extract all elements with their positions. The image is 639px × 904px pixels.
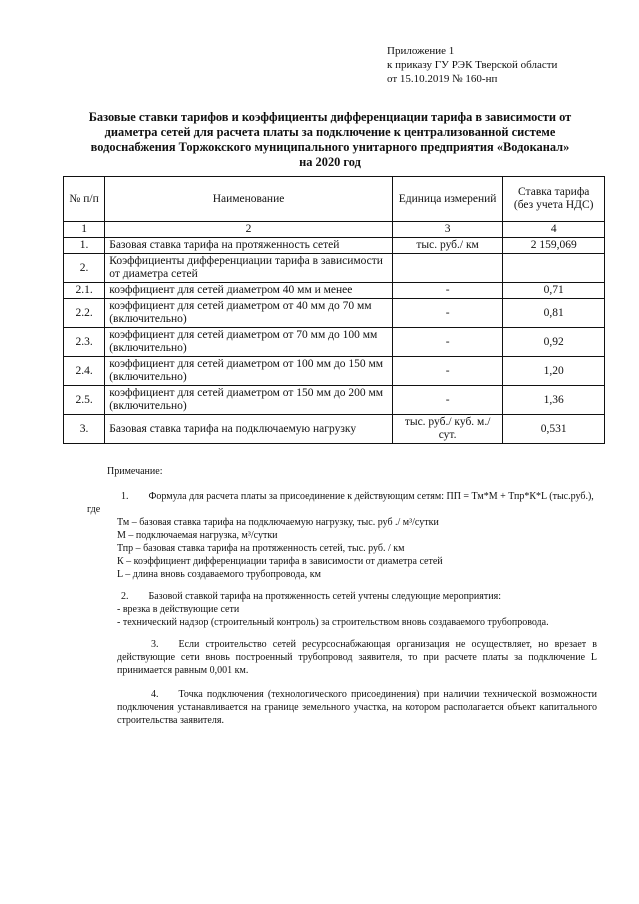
note-text: Если строительство сетей ресурсоснабжающая организация не осуществляет, но врезает в действующие сети вновь построенный трубопровод заявителя, то при расчете платы за подключение L принимается равным 0,001 км. — [117, 639, 597, 676]
table-index-row — [64, 222, 605, 238]
appendix-line: к приказу ГУ РЭК Тверской области — [387, 59, 558, 71]
index-cell: 4 — [503, 222, 605, 238]
row-num: 2.3. — [64, 328, 105, 357]
row-num: 2.4. — [64, 357, 105, 386]
row-unit: тыс. руб./ км — [392, 238, 503, 254]
note-2-text — [87, 590, 597, 603]
row-value: 2 159,069 — [503, 238, 605, 254]
row-value: 1,36 — [503, 386, 605, 415]
tariff-table — [63, 176, 605, 444]
row-num: 3. — [64, 415, 105, 444]
note-def: М – подключаемая нагрузка, м³/сутки — [117, 530, 278, 541]
title-line: диаметра сетей для расчета платы за подключение к централизованной системе — [104, 125, 556, 139]
appendix-line: от 15.10.2019 № 160-нп — [387, 73, 498, 85]
row-num: 2.5. — [64, 386, 105, 415]
row-name: коэффициент для сетей диаметром от 40 мм до 70 мм (включительно) — [105, 299, 393, 328]
header-unit: Единица измерений — [392, 177, 503, 222]
document-title — [70, 110, 590, 170]
note-text: Формула для расчета платы за присоединение к действующим сетям: ПП = Тм*М + Тпр*К*L (тыс.руб.), где — [87, 491, 594, 515]
note-def: Тм – базовая ставка тарифа на подключаемую нагрузку, тыс. руб ./ м³/сутки — [117, 517, 439, 528]
row-unit — [392, 254, 503, 283]
note-item: - технический надзор (строительный контроль) за строительством вновь создаваемого трубопровода. — [117, 617, 549, 628]
title-line: на 2020 год — [299, 155, 361, 169]
row-num: 1. — [64, 238, 105, 254]
note-4 — [87, 688, 597, 727]
row-name: коэффициент для сетей диаметром от 100 мм до 150 мм (включительно) — [105, 357, 393, 386]
table-row — [64, 299, 605, 328]
row-name: Базовая ставка тарифа на протяженность сетей — [105, 238, 393, 254]
note-2 — [87, 590, 597, 629]
row-name: коэффициент для сетей диаметром от 150 мм до 200 мм (включительно) — [105, 386, 393, 415]
appendix-line: Приложение 1 — [387, 45, 455, 57]
row-name: Базовая ставка тарифа на подключаемую нагрузку — [105, 415, 393, 444]
row-name: коэффициент для сетей диаметром от 70 мм до 100 мм (включительно) — [105, 328, 393, 357]
note-num: 1. — [121, 491, 129, 502]
table-row — [64, 415, 605, 444]
row-unit: - — [392, 357, 503, 386]
row-value: 0,531 — [503, 415, 605, 444]
row-unit: - — [392, 283, 503, 299]
row-name: коэффициент для сетей диаметром 40 мм и менее — [105, 283, 393, 299]
note-num: 3. — [151, 639, 159, 650]
note-text: Базовой ставкой тарифа на протяженность сетей учтены следующие мероприятия: — [148, 591, 501, 602]
table-row — [64, 386, 605, 415]
table-row — [64, 328, 605, 357]
row-unit: - — [392, 328, 503, 357]
header-rate: Ставка тарифа (без учета НДС) — [503, 177, 605, 222]
header-name: Наименование — [105, 177, 393, 222]
table-header-row — [64, 177, 605, 222]
row-value: 0,71 — [503, 283, 605, 299]
appendix-header — [387, 44, 557, 86]
row-num: 2.1. — [64, 283, 105, 299]
note-1 — [87, 490, 597, 581]
index-cell: 3 — [392, 222, 503, 238]
notes-heading: Примечание: — [107, 466, 163, 477]
row-value: 0,81 — [503, 299, 605, 328]
row-name: Коэффициенты дифференциации тарифа в зависимости от диаметра сетей — [105, 254, 393, 283]
note-item: - врезка в действующие сети — [117, 604, 240, 615]
table-row — [64, 357, 605, 386]
note-num: 2. — [121, 591, 129, 602]
note-3 — [87, 638, 597, 677]
table-row — [64, 254, 605, 283]
row-unit: - — [392, 299, 503, 328]
note-text: Точка подключения (технологического присоединения) при наличии технической возможности подключения устанавливается на границе земельного участка, на котором располагается объект капитального строительства заявителя. — [117, 689, 597, 726]
row-value — [503, 254, 605, 283]
title-line: Базовые ставки тарифов и коэффициенты дифференциации тарифа в зависимости от — [88, 110, 572, 124]
table-row — [64, 283, 605, 299]
index-cell: 2 — [105, 222, 393, 238]
note-1-formula — [87, 490, 597, 516]
note-def: К – коэффициент дифференциации тарифа в зависимости от диаметра сетей — [117, 556, 443, 567]
row-unit: тыс. руб./ куб. м./сут. — [392, 415, 503, 444]
row-num: 2.2. — [64, 299, 105, 328]
table-row — [64, 238, 605, 254]
title-line: водоснабжения Торжокского муниципального унитарного предприятия «Водоканал» — [90, 140, 570, 154]
row-value: 1,20 — [503, 357, 605, 386]
row-value: 0,92 — [503, 328, 605, 357]
header-num: № п/п — [64, 177, 105, 222]
index-cell: 1 — [64, 222, 105, 238]
note-def: L – длина вновь создаваемого трубопровода, км — [117, 569, 321, 580]
row-unit: - — [392, 386, 503, 415]
row-num: 2. — [64, 254, 105, 283]
note-def: Тпр – базовая ставка тарифа на протяженность сетей, тыс. руб. / км — [117, 543, 405, 554]
note-num: 4. — [151, 689, 159, 700]
